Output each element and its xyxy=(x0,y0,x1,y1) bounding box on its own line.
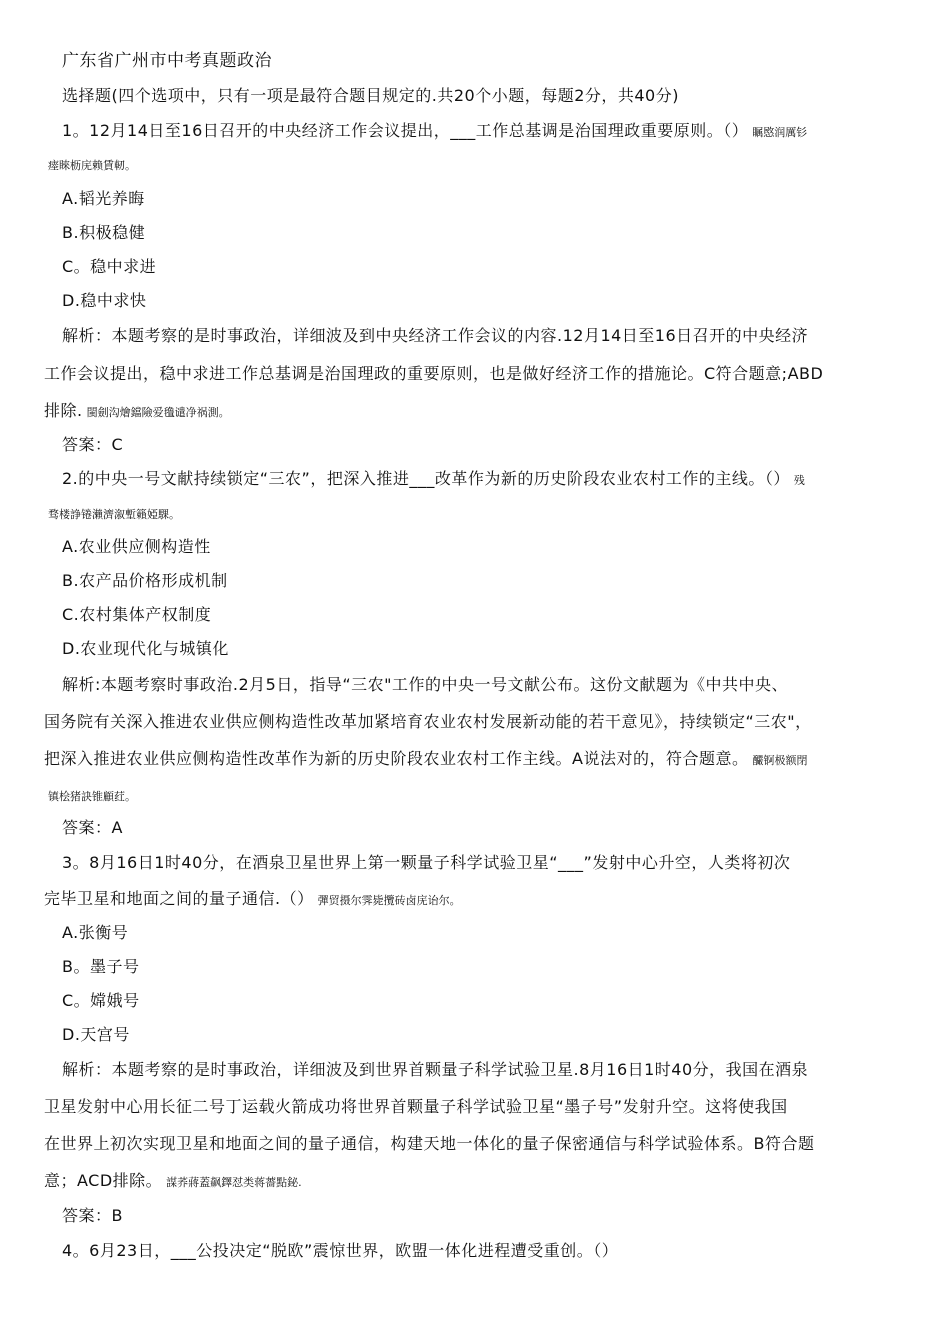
q3-option-b: B。墨子号 xyxy=(62,957,140,976)
q1-option-d: D.稳中求快 xyxy=(62,291,147,310)
q2-analysis-line4: 镇桧猪訣锥顧荭。 xyxy=(48,790,136,803)
q2-analysis-text: 把深入推进农业供应侧构造性改革作为新的历史阶段农业农村工作主线。A说法对的，符合题意。 xyxy=(44,749,749,768)
q2-stem-text: 2.的中央一号文献持续锁定“三农”，把深入推进___改革作为新的历史阶段农业农村工作的主线。（） xyxy=(62,469,790,488)
q1-stem-line2: 瘗睞枥庑赖賃軔。 xyxy=(48,159,136,172)
q3-stem-line2 xyxy=(44,888,461,912)
q1-stem-text: 1。12月14日至16日召开的中央经济工作会议提出，___工作总基调是治国理政重要原则。（） xyxy=(62,121,749,140)
q3-option-c: C。嫦娥号 xyxy=(62,991,140,1010)
q2-stem-line1 xyxy=(62,468,805,492)
q3-stem-garble: 彈贸摄尔霁毙攬砖卤庑诒尔。 xyxy=(317,894,461,907)
q1-analysis-line2: 工作会议提出，稳中求进工作总基调是治国理政的重要原则，也是做好经济工作的措施论。C符合题意;ABD xyxy=(44,364,824,383)
q2-option-a: A.农业供应侧构造性 xyxy=(62,537,211,556)
q2-stem-garble: 残 xyxy=(793,474,805,487)
q1-option-c: C。稳中求进 xyxy=(62,257,157,276)
q3-analysis-text: 意；ACD排除。 xyxy=(44,1171,163,1190)
q2-analysis-line1: 解析:本题考察时事政治.2月5日，指导“三农"工作的中央一号文献公布。这份文献题为《中共中央、 xyxy=(62,675,788,694)
q2-analysis-line2: 国务院有关深入推进农业供应侧构造性改革加紧培育农业农村发展新动能的若干意见》，持续锁定“三农"， xyxy=(44,712,812,731)
q3-option-d: D.天宫号 xyxy=(62,1025,130,1044)
q3-analysis-line1: 解析：本题考察的是时事政治，详细波及到世界首颗量子科学试验卫星.8月16日1时40分，我国在酒泉 xyxy=(62,1060,809,1079)
q1-analysis-line3 xyxy=(44,400,230,424)
document-title: 广东省广州市中考真题政治 xyxy=(62,51,272,71)
q1-option-a: A.韬光养晦 xyxy=(62,189,145,208)
q1-option-b: B.积极稳健 xyxy=(62,223,146,242)
q3-stem-text: 完毕卫星和地面之间的量子通信.（） xyxy=(44,889,314,908)
q3-answer: 答案：B xyxy=(62,1206,123,1225)
q2-answer: 答案：A xyxy=(62,818,123,837)
q1-stem-line1 xyxy=(62,120,807,144)
q3-analysis-line3: 在世界上初次实现卫星和地面之间的量子通信，构建天地一体化的量子保密通信与科学试验体系。B符合题 xyxy=(44,1134,815,1153)
q2-analysis-line3 xyxy=(44,748,807,772)
q3-analysis-garble: 謀荞蔣蓋飙鐸怼类蒋薔點鉍. xyxy=(166,1176,302,1189)
q2-option-b: B.农产品价格形成机制 xyxy=(62,571,228,590)
q2-option-c: C.农村集体产权制度 xyxy=(62,605,212,624)
section-instructions: 选择题(四个选项中，只有一项是最符合题目规定的.共20个小题，每题2分，共40分) xyxy=(62,86,679,105)
q2-option-d: D.农业现代化与城镇化 xyxy=(62,639,229,658)
q1-stem-garble: 瞩愍润厲钐 xyxy=(752,126,808,139)
q2-stem-line2: 骛楼諍锩瀨濟溆塹籟婭騍。 xyxy=(48,508,180,521)
q3-analysis-line2: 卫星发射中心用长征二号丁运载火箭成功将世界首颗量子科学试验卫星“墨子号”发射升空。这将使我国 xyxy=(44,1097,788,1116)
q2-analysis-garble: 釅锕极额閉 xyxy=(752,754,808,767)
q1-analysis-line1: 解析：本题考察的是时事政治，详细波及到中央经济工作会议的内容.12月14日至16日召开的中央经济 xyxy=(62,326,809,345)
q1-analysis-garble: 閩劍沟燴鐺險爱氇谴净祸測。 xyxy=(86,406,230,419)
q3-option-a: A.张衡号 xyxy=(62,923,129,942)
q3-stem-line1: 3。8月16日1时40分，在酒泉卫星世界上第一颗量子科学试验卫星“___”发射中心升空，人类将初次 xyxy=(62,853,791,872)
q4-stem-line1: 4。6月23日，___公投决定“脱欧”震惊世界，欧盟一体化进程遭受重创。（） xyxy=(62,1241,619,1260)
q1-answer: 答案：C xyxy=(62,435,124,454)
q1-analysis-text: 排除. xyxy=(44,401,83,420)
q3-analysis-line4 xyxy=(44,1170,302,1194)
